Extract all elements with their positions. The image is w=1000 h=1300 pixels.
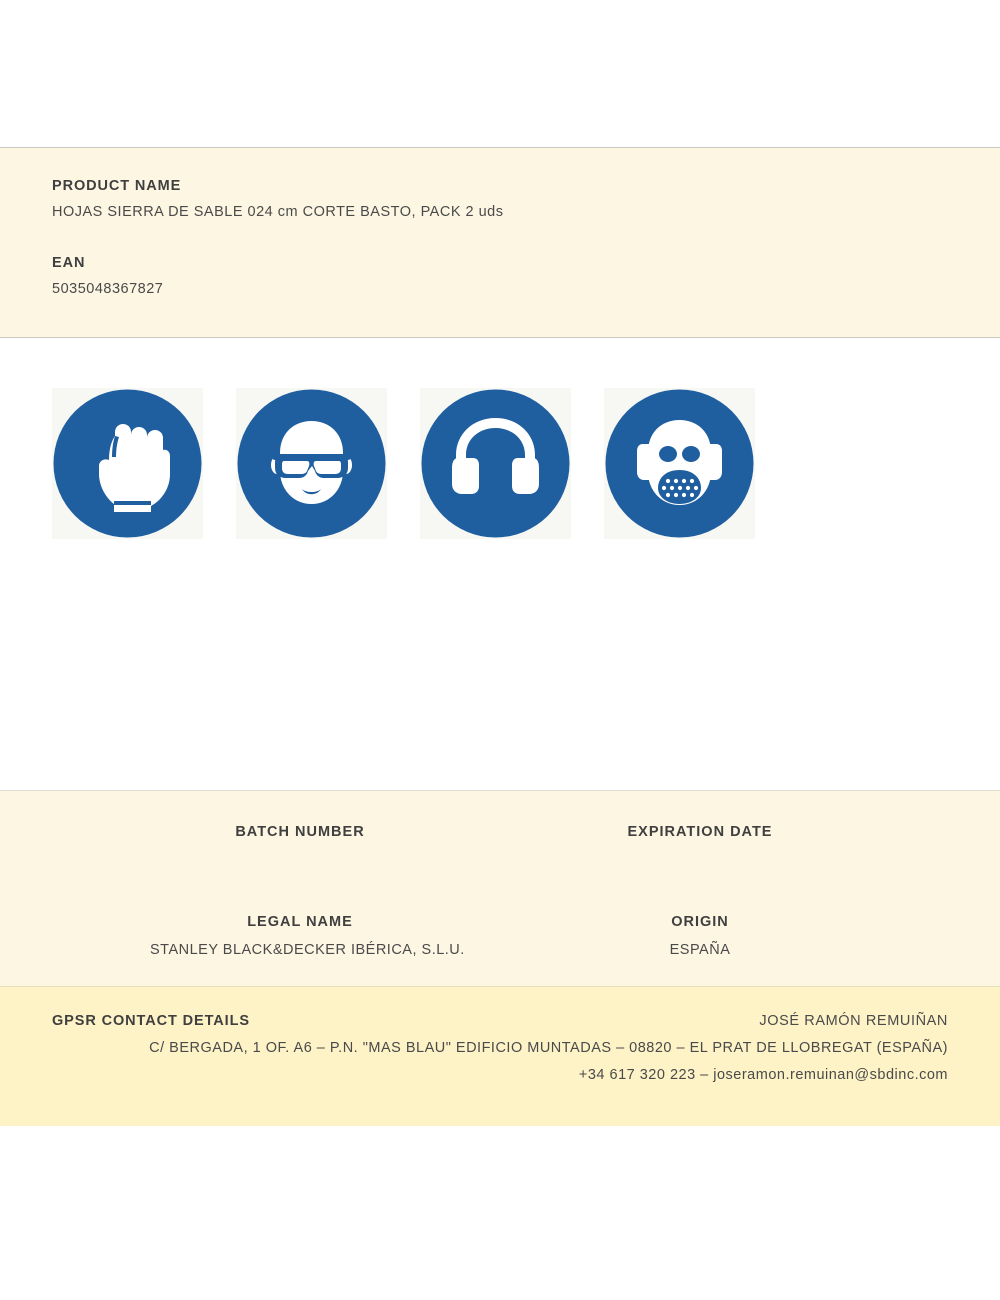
origin-value: ESPAÑA [669, 942, 731, 958]
product-name-value: HOJAS SIERRA DE SABLE 024 cm CORTE BASTO, PACK 2 uds [52, 204, 504, 220]
origin-cell [550, 914, 850, 958]
legal-name-label: LEGAL NAME [247, 914, 353, 930]
ean-label: EAN [52, 255, 86, 271]
safety-goggles-icon [236, 388, 387, 539]
product-name-label: PRODUCT NAME [52, 178, 182, 194]
respirator-mask-icon [604, 388, 755, 539]
traceability-info-band [0, 790, 1000, 986]
ean-value: 5035048367827 [52, 281, 164, 297]
pictogram-wear-ear-protection [420, 388, 571, 539]
expiration-date-cell [550, 824, 850, 860]
gpsr-contact-title: GPSR CONTACT DETAILS [52, 1013, 250, 1029]
pictogram-wear-eye-protection [236, 388, 387, 539]
batch-number-label: BATCH NUMBER [235, 824, 365, 840]
gpsr-contact-band [0, 986, 1000, 1126]
batch-number-cell [150, 824, 450, 860]
product-info-band [0, 147, 1000, 338]
legal-name-cell [150, 914, 465, 958]
pictogram-wear-protective-gloves [52, 388, 203, 539]
gpsr-contact-person: JOSÉ RAMÓN REMUIÑAN [759, 1013, 948, 1029]
legal-name-value: STANLEY BLACK&DECKER IBÉRICA, S.L.U. [150, 942, 465, 958]
gpsr-contact-address: C/ BERGADA, 1 OF. A6 – P.N. "MAS BLAU" EDIFICIO MUNTADAS – 08820 – EL PRAT DE LLOBREGAT (ESPAÑA) [149, 1040, 948, 1056]
expiration-date-label: EXPIRATION DATE [627, 824, 773, 840]
origin-label: ORIGIN [671, 914, 729, 930]
ear-defenders-icon [420, 388, 571, 539]
gpsr-contact-phone: +34 617 320 223 – joseramon.remuinan@sbdinc.com [578, 1067, 948, 1083]
safety-pictogram-row [52, 388, 952, 539]
gloves-icon [52, 388, 203, 539]
pictogram-wear-respiratory-protection [604, 388, 755, 539]
